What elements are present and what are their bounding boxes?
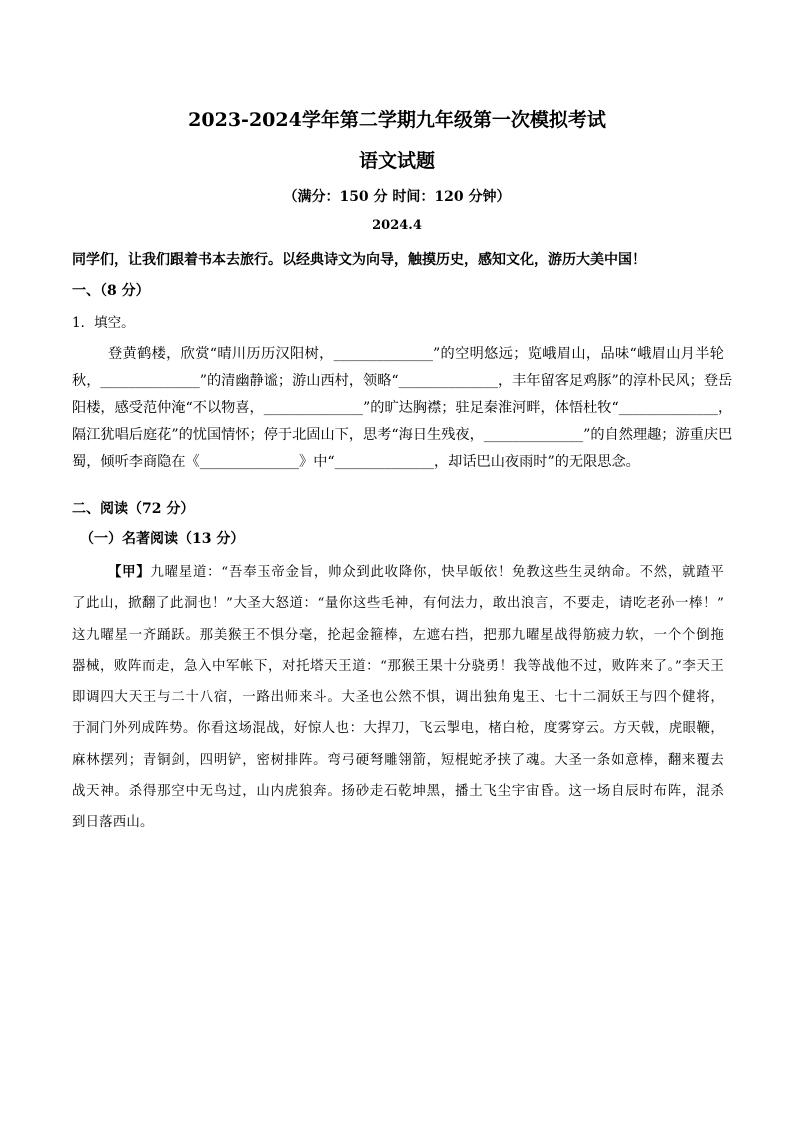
passage-jia — [72, 557, 724, 839]
passage-line: 到日落西山。 — [72, 815, 154, 831]
passage-line: 即调四大天王与二十八宿，一路出师来斗。大圣也公然不惧，调出独角鬼王、七十二洞妖王与四个健将， — [72, 690, 724, 706]
question1-line: 阳楼，感受范仲淹“不以物喜，______________”的旷达胸襟；驻足秦淮河畔，体悟杜牧“______________， — [72, 400, 733, 416]
score-time-line: （满分：150 分 时间：120 分钟） — [283, 189, 511, 205]
passage-line: 于洞门外列成阵势。你看这场混战，好惊人也：大捍刀，飞云掣电，楮白枪，度雾穿云。方天戟，虎眼鞭， — [72, 721, 724, 737]
exam-title: 2023-2024学年第二学期九年级第一次模拟考试 — [188, 109, 606, 131]
question1-label: 1．填空。 — [72, 315, 135, 331]
passage-line: 了此山，掀翻了此洞也！”大圣大怒道：“量你这些毛神，有何法力，敢出浪言，不要走，请吃老孙一棒！” — [72, 596, 724, 612]
passage-line: 麻林摆列；青铜剑，四明铲，密树排阵。弯弓硬弩雕翎箭，短棍蛇矛挟了魂。大圣一条如意棒，翻来覆去 — [72, 752, 724, 768]
question1-line: 蜀，倾听李商隐在《______________》中“______________，却话巴山夜雨时”的无限思念。 — [72, 454, 640, 470]
passage-line — [72, 557, 724, 588]
passage-line: 战天神。杀得那空中无鸟过，山内虎狼奔。扬砂走石乾坤黑，播土飞尘宇宙昏。这一场自辰时布阵，混杀 — [72, 784, 724, 800]
question1-line: 秋，______________”的清幽静谧；游山西村，领略“______________，丰年留客足鸡豚”的淳朴民风；登岳 — [72, 373, 733, 389]
subsection1-heading: （一）名著阅读（13 分） — [80, 531, 245, 547]
exam-date: 2024.4 — [372, 218, 422, 233]
passage-line-text: 九曜星道：“吾奉玉帝金旨，帅众到此收降你，快早皈依！免教这些生灵纳命。不然，就蹅平 — [150, 565, 724, 580]
exam-subtitle: 语文试题 — [358, 150, 435, 172]
passage-line: 器械，败阵而走，急入中军帐下，对托塔天王道：“那猴王果十分骁勇！我等战他不过，败阵来了。”李天王 — [72, 658, 724, 674]
section1-heading: 一、（8 分） — [72, 283, 150, 299]
question1-line: 登黄鹤楼，欣赏“晴川历历汉阳树，______________”的空明悠远；览峨眉山，品味“峨眉山月半轮 — [108, 346, 724, 362]
question1-paragraph — [72, 341, 733, 476]
section2-heading: 二、阅读（72 分） — [72, 501, 195, 517]
question1-line: 隔江犹唱后庭花”的忧国情怀；停于北固山下，思考“海日生残夜，______________”的自然理趣；游重庆巴 — [72, 427, 733, 443]
passage-tag: 【甲】 — [108, 564, 151, 580]
intro-text: 同学们，让我们跟着书本去旅行。以经典诗文为向导，触摸历史，感知文化，游历大美中国！ — [72, 252, 646, 268]
passage-line: 这九曜星一齐踊跃。那美猴王不惧分毫，抡起金箍棒，左遮右挡，把那九曜星战得筋疲力软，一个个倒拖 — [72, 627, 724, 643]
